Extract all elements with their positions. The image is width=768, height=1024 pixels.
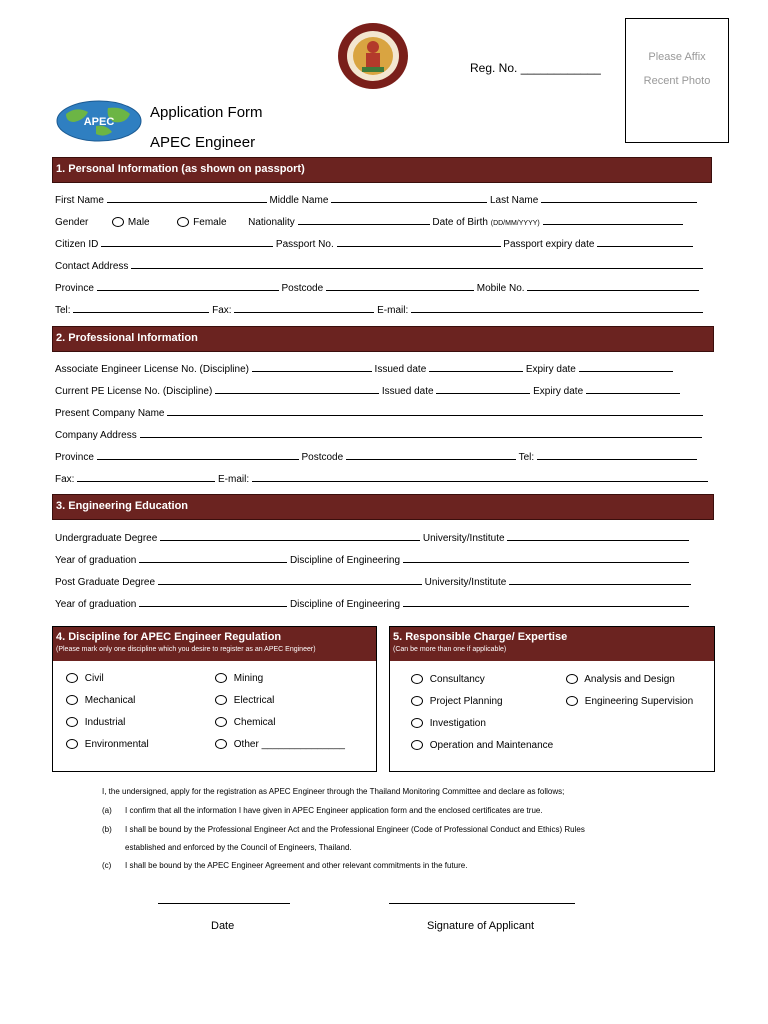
- pe-issued-field[interactable]: [436, 383, 530, 394]
- pe-expiry-field[interactable]: [586, 383, 680, 394]
- other-label: Other _______________: [233, 739, 345, 750]
- row-contact: [55, 258, 703, 272]
- row-undergrad: [55, 530, 689, 544]
- company-province-field[interactable]: [97, 449, 299, 460]
- discipline-option-industrial[interactable]: [66, 717, 125, 728]
- company-fax-field[interactable]: [77, 471, 215, 482]
- nationality-field[interactable]: [298, 214, 430, 225]
- undergrad-field[interactable]: [160, 530, 420, 541]
- section4-subtitle: (Please mark only one discipline which you desire to register as an APEC Engineer): [56, 646, 316, 653]
- undergrad-university-label: University/Institute: [422, 533, 505, 544]
- industrial-label: Industrial: [84, 717, 126, 728]
- assoc-expiry-label: Expiry date: [525, 364, 576, 375]
- company-postcode-field[interactable]: [346, 449, 516, 460]
- discipline-option-chemical[interactable]: [215, 717, 275, 728]
- gender-label: Gender: [55, 217, 89, 228]
- supervision-label: Engineering Supervision: [584, 696, 694, 707]
- mobile-field[interactable]: [527, 280, 699, 291]
- pe-issued-label: Issued date: [381, 386, 434, 397]
- section5-header: [390, 627, 714, 661]
- postcode-label: Postcode: [281, 283, 324, 294]
- form-subtitle: APEC Engineer: [150, 134, 256, 151]
- email-field[interactable]: [411, 302, 703, 313]
- signature-label: Signature of Applicant: [427, 920, 535, 932]
- company-email-label: E-mail:: [218, 474, 250, 485]
- tel-field[interactable]: [73, 302, 209, 313]
- expertise-option-supervision[interactable]: [566, 696, 693, 707]
- expertise-box: [389, 626, 715, 772]
- province-label: Province: [55, 283, 94, 294]
- investigation-label: Investigation: [429, 718, 486, 729]
- row-gender: [55, 214, 683, 228]
- postgrad-year-field[interactable]: [139, 596, 287, 607]
- section3-header: [52, 494, 714, 520]
- row-company-province: [55, 449, 697, 463]
- contact-address-label: Contact Address: [55, 261, 129, 272]
- citizen-id-label: Citizen ID: [55, 239, 99, 250]
- discipline-box: [52, 626, 377, 772]
- expertise-option-consultancy[interactable]: [411, 674, 485, 685]
- declaration-intro: I, the undersigned, apply for the registration as APEC Engineer through the Thailand Monitoring Committee and declare as follows;: [102, 787, 565, 796]
- section1-header: [52, 157, 712, 183]
- section4-header: [53, 627, 376, 661]
- applicant-signature-line[interactable]: [389, 903, 575, 904]
- row-assoc-license: [55, 361, 673, 375]
- consultancy-checkbox[interactable]: [411, 674, 423, 684]
- discipline-option-other[interactable]: [215, 739, 345, 750]
- email-label: E-mail:: [377, 305, 409, 316]
- electrical-radio[interactable]: [215, 695, 227, 705]
- company-tel-field[interactable]: [537, 449, 697, 460]
- row-pe-license: [55, 383, 680, 397]
- mechanical-radio[interactable]: [66, 695, 78, 705]
- present-company-label: Present Company Name: [55, 408, 165, 419]
- mining-label: Mining: [233, 673, 264, 684]
- citizen-id-field[interactable]: [101, 236, 273, 247]
- svg-text:APEC: APEC: [83, 116, 115, 128]
- industrial-radio[interactable]: [66, 717, 78, 727]
- company-province-label: Province: [55, 452, 94, 463]
- fax-label: Fax:: [212, 305, 232, 316]
- pe-license-field[interactable]: [215, 383, 379, 394]
- mechanical-label: Mechanical: [84, 695, 136, 706]
- electrical-label: Electrical: [233, 695, 275, 706]
- photo-box[interactable]: [625, 18, 729, 143]
- row-postgrad: [55, 574, 691, 588]
- chemical-label: Chemical: [233, 717, 276, 728]
- fax-field[interactable]: [234, 302, 374, 313]
- project-planning-checkbox[interactable]: [411, 696, 423, 706]
- environmental-label: Environmental: [84, 739, 149, 750]
- pe-license-label: Current PE License No. (Discipline): [55, 386, 213, 397]
- postcode-field[interactable]: [326, 280, 474, 291]
- middle-name-label: Middle Name: [269, 195, 329, 206]
- mobile-label: Mobile No.: [476, 283, 525, 294]
- operation-checkbox[interactable]: [411, 740, 423, 750]
- row-undergrad-year: [55, 552, 689, 566]
- dob-format: (DD/MM/YYYY): [490, 220, 540, 227]
- row-company-address: [55, 427, 702, 441]
- discipline-option-environmental[interactable]: [66, 739, 149, 750]
- council-seal-logo: [336, 22, 410, 90]
- first-name-field[interactable]: [107, 192, 267, 203]
- male-label: Male: [127, 217, 150, 228]
- company-email-field[interactable]: [252, 471, 708, 482]
- analysis-checkbox[interactable]: [566, 674, 578, 684]
- assoc-issued-field[interactable]: [429, 361, 523, 372]
- undergrad-discipline-label: Discipline of Engineering: [289, 555, 401, 566]
- chemical-radio[interactable]: [215, 717, 227, 727]
- company-tel-label: Tel:: [518, 452, 535, 463]
- section2-header: [52, 326, 714, 352]
- nationality-label: Nationality: [248, 217, 295, 228]
- company-address-field[interactable]: [140, 427, 702, 438]
- dob-label: Date of Birth: [432, 217, 488, 228]
- investigation-checkbox[interactable]: [411, 718, 423, 728]
- declaration-b-text1: I shall be bound by the Professional Engineer Act and the Professional Engineer (Code of Professional Conduct and Ethics) Rules: [125, 825, 585, 834]
- consultancy-label: Consultancy: [429, 674, 485, 685]
- declaration-a-text: I confirm that all the information I have given in APEC Engineer application form and the enclosed certificates are true.: [125, 806, 543, 815]
- row-postgrad-year: [55, 596, 689, 610]
- date-signature-line[interactable]: [158, 903, 290, 904]
- declaration-c-mark: (c): [102, 861, 112, 870]
- assoc-issued-label: Issued date: [374, 364, 427, 375]
- undergrad-label: Undergraduate Degree: [55, 533, 158, 544]
- tel-label: Tel:: [55, 305, 71, 316]
- civil-label: Civil: [84, 673, 104, 684]
- photo-label-line1: Please Affix: [648, 51, 706, 63]
- male-radio[interactable]: [112, 217, 124, 227]
- declaration-a-mark: (a): [102, 806, 112, 815]
- discipline-option-civil[interactable]: [66, 673, 104, 684]
- company-fax-label: Fax:: [55, 474, 75, 485]
- postgrad-field[interactable]: [158, 574, 422, 585]
- undergrad-discipline-field[interactable]: [403, 552, 689, 563]
- row-names: [55, 192, 697, 206]
- section4-title: 4. Discipline for APEC Engineer Regulation: [56, 631, 282, 643]
- postgrad-university-label: University/Institute: [424, 577, 507, 588]
- expertise-option-operation[interactable]: [411, 740, 553, 751]
- row-tel: [55, 302, 703, 316]
- postgrad-year-label: Year of graduation: [55, 599, 137, 610]
- passport-expiry-label: Passport expiry date: [503, 239, 595, 250]
- apec-logo: [56, 100, 142, 142]
- form-title: Application Form: [150, 104, 263, 121]
- date-label: Date: [211, 920, 235, 932]
- declaration-b-text2: established and enforced by the Council of Engineers, Thailand.: [125, 843, 352, 852]
- pe-expiry-label: Expiry date: [533, 386, 584, 397]
- passport-expiry-field[interactable]: [597, 236, 693, 247]
- section2-title: 2. Professional Information: [56, 332, 198, 344]
- female-label: Female: [193, 217, 227, 228]
- declaration-b-mark: (b): [102, 825, 112, 834]
- assoc-license-field[interactable]: [252, 361, 372, 372]
- mining-radio[interactable]: [215, 673, 227, 683]
- female-radio[interactable]: [177, 217, 189, 227]
- row-present-company: [55, 405, 703, 419]
- first-name-label: First Name: [55, 195, 104, 206]
- reg-no-field[interactable]: Reg. No. ____________: [470, 61, 601, 75]
- passport-no-field[interactable]: [337, 236, 501, 247]
- supervision-checkbox[interactable]: [566, 696, 578, 706]
- undergrad-year-label: Year of graduation: [55, 555, 137, 566]
- row-company-fax: [55, 471, 708, 485]
- expertise-option-project-planning[interactable]: [411, 696, 503, 707]
- present-company-field[interactable]: [167, 405, 703, 416]
- company-postcode-label: Postcode: [301, 452, 344, 463]
- postgrad-discipline-label: Discipline of Engineering: [289, 599, 401, 610]
- postgrad-university-field[interactable]: [509, 574, 691, 585]
- assoc-license-label: Associate Engineer License No. (Discipline): [55, 364, 249, 375]
- postgrad-discipline-field[interactable]: [403, 596, 689, 607]
- project-planning-label: Project Planning: [429, 696, 503, 707]
- analysis-label: Analysis and Design: [584, 674, 675, 685]
- last-name-field[interactable]: [541, 192, 697, 203]
- discipline-option-mining[interactable]: [215, 673, 263, 684]
- photo-label-line2: Recent Photo: [643, 75, 711, 87]
- dob-field[interactable]: [543, 214, 683, 225]
- row-province: [55, 280, 699, 294]
- operation-label: Operation and Maintenance: [429, 740, 554, 751]
- other-radio[interactable]: [215, 739, 227, 749]
- contact-address-field[interactable]: [131, 258, 703, 269]
- province-field[interactable]: [97, 280, 279, 291]
- passport-no-label: Passport No.: [275, 239, 334, 250]
- row-citizen: [55, 236, 693, 250]
- section5-subtitle: (Can be more than one if applicable): [393, 646, 507, 653]
- assoc-expiry-field[interactable]: [579, 361, 673, 372]
- section1-title: 1. Personal Information (as shown on passport): [56, 163, 305, 175]
- last-name-label: Last Name: [489, 195, 539, 206]
- section3-title: 3. Engineering Education: [56, 500, 189, 512]
- section5-title: 5. Responsible Charge/ Expertise: [393, 631, 568, 643]
- company-address-label: Company Address: [55, 430, 137, 441]
- middle-name-field[interactable]: [331, 192, 487, 203]
- expertise-option-analysis[interactable]: [566, 674, 675, 685]
- undergrad-university-field[interactable]: [507, 530, 689, 541]
- undergrad-year-field[interactable]: [139, 552, 287, 563]
- environmental-radio[interactable]: [66, 739, 78, 749]
- expertise-option-investigation[interactable]: [411, 718, 486, 729]
- postgrad-label: Post Graduate Degree: [55, 577, 156, 588]
- declaration-c-text: I shall be bound by the APEC Engineer Agreement and other relevant commitments in the future.: [125, 861, 468, 870]
- civil-radio[interactable]: [66, 673, 78, 683]
- discipline-option-electrical[interactable]: [215, 695, 274, 706]
- discipline-option-mechanical[interactable]: [66, 695, 135, 706]
